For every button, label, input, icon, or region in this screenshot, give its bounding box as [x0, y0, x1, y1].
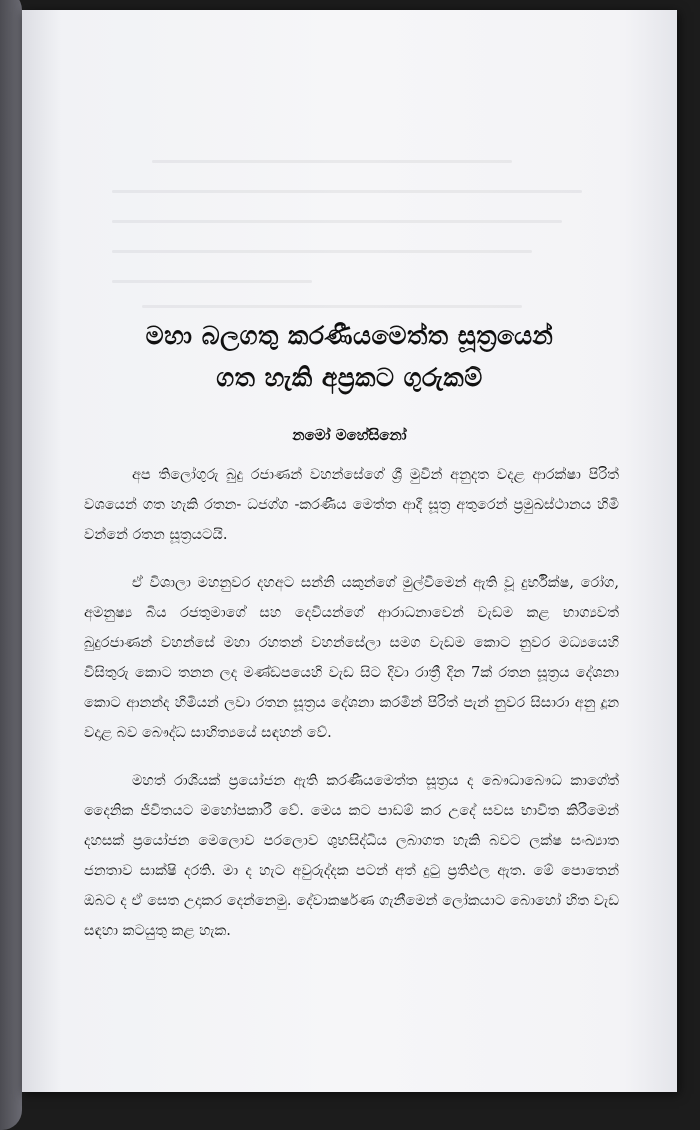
book-page: [22, 10, 677, 1092]
title-line-2: ගත හැකි අප්‍රකට ගුරුකම්: [216, 363, 483, 392]
bleed-through-line: [152, 160, 512, 163]
bleed-through-line: [142, 305, 522, 308]
body-text: [84, 460, 619, 964]
bleed-through-line: [112, 250, 532, 253]
bleed-through-line: [112, 220, 562, 223]
salutation: නමෝ මහේසිනෝ: [292, 426, 407, 444]
title-line-1: මහා බලගතු කරණීයමෙත්ත සූත්‍රයෙන්: [145, 321, 554, 350]
bleed-through-line: [112, 280, 312, 283]
bleed-through-line: [112, 190, 582, 193]
adjacent-page-edge: [0, 0, 22, 1130]
paragraph: අප තිලෝගුරු බුදු රජාණන් වහන්සේගේ ශ්‍රී මුවින් අනුදත වදළ ආරක්ෂා පිරිත් වශයෙන් ගත හැකි රතන- ධජග්ග -කරණීය මෙත්ත ආදී සූත්‍ර අතුරෙන් ප්‍රමුඛස්ථානය හිමි වන්නේ රතන සූත්‍රයටයි.: [84, 467, 619, 543]
page-title: [22, 315, 677, 399]
paragraph: මහත් රාශියක් ප්‍රයෝජන ඇති කරණීයමෙත්ත සූත්‍රය ද බෞධාබෞධ කාගේත් දෛනික ජීවිතයට මහෝපකාරී වේ. මෙය කට පාඩම් කර උදේ සවස භාවිත කිරීමෙන් දහසක් ප්‍රයෝජන මෙලොව පරලොව ශුභසිද්ධිය ලබාගත හැකි බවට ලක්ෂ සංඛ්‍යාත ජනතාව සාක්ෂි දරති. මා ද හැට අවුරුද්දක පටන් අත් දුටු ප්‍රතිඵල ඇත. මේ පොතෙන් ඔබට ද ඒ සෙත උදාකර දෙන්නෙමු. දේවාකර්ෂණ ගැනීමෙන් ලෝකයාට බොහෝ හිත වැඩ සඳහා කටයුතු කළ හැක.: [84, 773, 619, 939]
paragraph: ඒ විශාලා මහනුවර දහඅට සන්නි යකුන්ගේ මුල්වීමෙන් ඇති වූ දුර්භික්ෂ, රෝග, අමනුෂ්‍ය බිය රජතුමාගේ සහ දෙවියන්ගේ ආරාධනාවෙන් වැඩම කළ භාග්‍යවත් බුදුරජාණන් වහන්සේ මහා රහතන් වහන්සේලා සමග වැඩම කොට නුවර මධ්‍යයෙහි විසිතුරු කොට තනන ලද මණ්ඩපයෙහි වැඩ සිට දිවා රාත්‍රී දින 7ක් රතන සූත්‍රය දේශනා කොට ආනන්ද හිමියන් ලවා රතන සූත්‍රය දේශනා කරමින් පිරිත් පැන් නුවර සිසාරා අනු දූන වදාළ බව බෞද්ධ සාහිත්‍යයේ සඳහන් වේ.: [84, 575, 619, 741]
